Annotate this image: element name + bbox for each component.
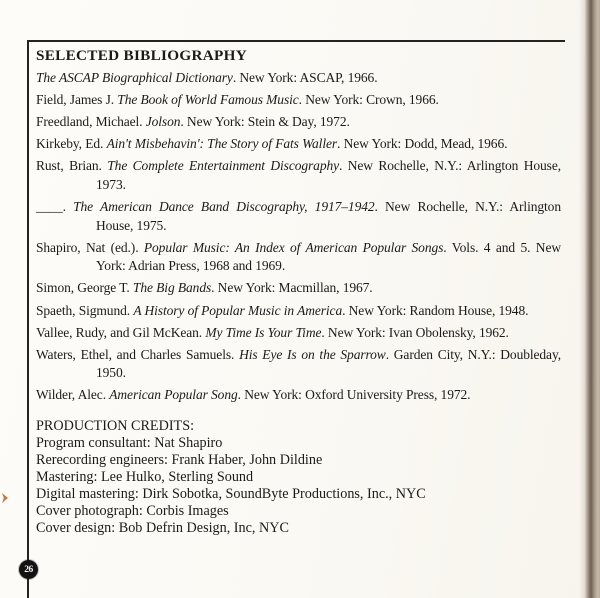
page-number-badge: 26 [19,560,38,579]
bibliography-entry: Vallee, Rudy, and Gil McKean. My Time Is Your Time. New York: Ivan Obolensky, 1962. [36,324,509,340]
bibliography-entry: ____. The American Dance Band Discography, 1917–1942. New Rochelle, N.Y.: Arlington House, 1975. [36,199,561,233]
page-frame [27,40,565,598]
credit-line: Program consultant: Nat Shapiro [36,435,223,451]
credits-lines [36,435,561,537]
bibliography-entry: Rust, Brian. The Complete Entertainment Discography. New Rochelle, N.Y.: Arlington House, 1973. [36,158,561,192]
credits-section [36,418,561,537]
credits-heading: PRODUCTION CREDITS: [36,418,195,434]
credit-line: Cover design: Bob Defrin Design, Inc, NYC [36,520,289,536]
bibliography-entry: The ASCAP Biographical Dictionary. New York: ASCAP, 1966. [36,70,378,85]
page-content [29,42,565,537]
bibliography-entry: Freedland, Michael. Jolson. New York: Stein & Day, 1972. [36,114,350,130]
bibliography-section [36,47,561,405]
bibliography-entry: Kirkeby, Ed. Ain't Misbehavin': The Story of Fats Waller. New York: Dodd, Mead, 1966. [36,136,508,152]
credit-line: Mastering: Lee Hulko, Sterling Sound [36,469,254,485]
credit-line: Rerecording engineers: Frank Haber, John Dildine [36,452,323,468]
bibliography-entry: Waters, Ethel, and Charles Samuels. His Eye Is on the Sparrow. Garden City, N.Y.: Doubleday, 1950. [36,346,561,381]
page-edge-shadow [579,0,600,598]
scan-artifact [2,493,8,503]
credit-line: Cover photograph: Corbis Images [36,503,229,519]
bibliography-entry: Shapiro, Nat (ed.). Popular Music: An Index of American Popular Songs. Vols. 4 and 5. New York: Adrian Press, 1968 and 1969. [36,239,561,274]
bibliography-entries [36,69,561,405]
bibliography-entry: Spaeth, Sigmund. A History of Popular Music in America. New York: Random House, 1948. [36,302,529,318]
bibliography-entry: Wilder, Alec. American Popular Song. New York: Oxford University Press, 1972. [36,387,471,403]
bibliography-entry: Field, James J. The Book of World Famous Music. New York: Crown, 1966. [36,92,439,108]
credit-line: Digital mastering: Dirk Sobotka, SoundByte Productions, Inc., NYC [36,486,426,502]
bibliography-entry: Simon, George T. The Big Bands. New York: Macmillan, 1967. [36,280,373,296]
bibliography-heading: SELECTED BIBLIOGRAPHY [36,47,247,64]
